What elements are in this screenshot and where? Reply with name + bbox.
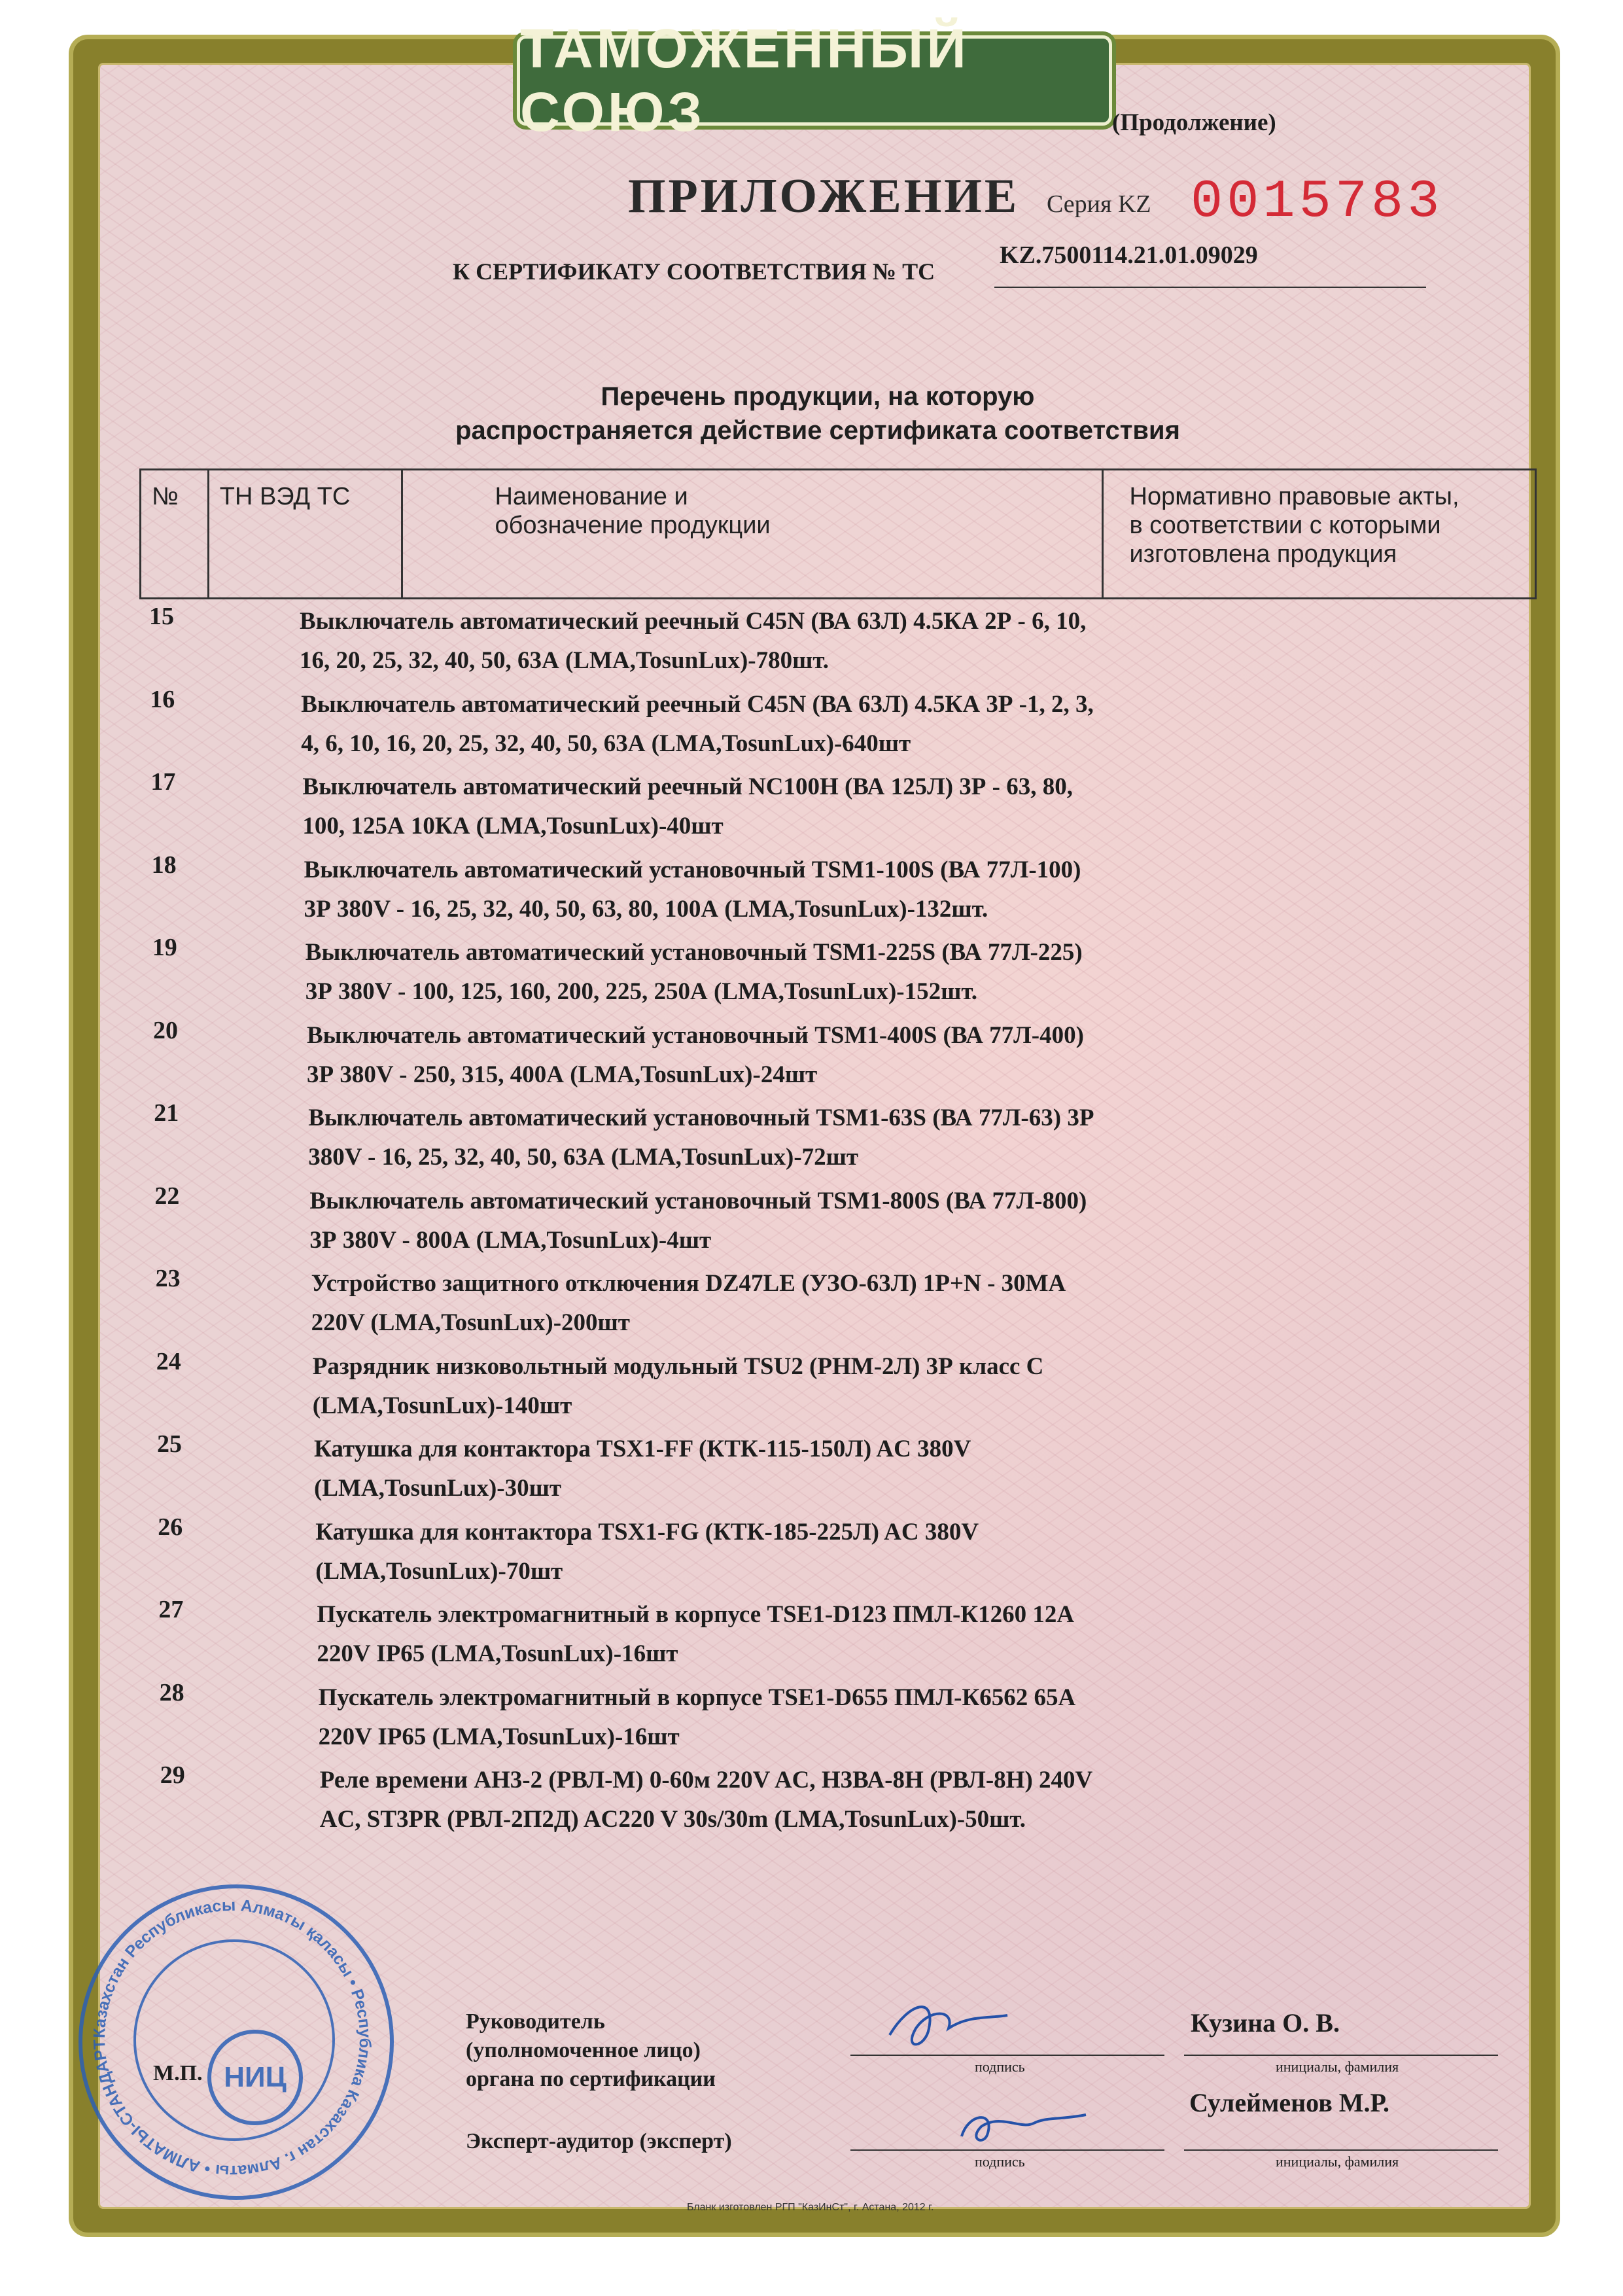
row-description xyxy=(304,851,1325,929)
customs-union-banner: ТАМОЖЕННЫЙ СОЮЗ xyxy=(517,35,1112,126)
stamp-center-text: НИЦ xyxy=(224,2061,287,2093)
list-title xyxy=(393,380,1243,448)
row-line-2: AC, ST3PR (РВЛ-2П2Д) AC220 V 30s/30m (LMA,TosunLux)-50шт. xyxy=(319,1806,1026,1833)
head-name: Кузина О. В. xyxy=(1191,2008,1340,2038)
products-table-header xyxy=(139,468,1537,599)
expert-signature-caption: подпись xyxy=(975,2153,1025,2170)
table-row xyxy=(0,685,1570,764)
head-of-certification-label: Руководитель (уполномоченное лицо) органа по сертификации xyxy=(466,2009,716,2091)
row-number: 24 xyxy=(156,1347,181,1375)
row-number: 23 xyxy=(155,1265,181,1292)
table-row xyxy=(0,1016,1570,1095)
row-line-1: Пускатель электромагнитный в корпусе TSE1-D123 ПМЛ-К1260 12А xyxy=(317,1601,1075,1628)
certificate-number: KZ.7500114.21.01.09029 xyxy=(1000,241,1258,269)
row-line-1: Разрядник низковольтный модульный TSU2 (РНМ-2Л) 3Р класс С xyxy=(312,1352,1044,1380)
table-row xyxy=(0,1264,1570,1343)
head-name-line xyxy=(1184,2055,1498,2056)
row-number: 28 xyxy=(159,1678,184,1706)
row-number: 16 xyxy=(150,685,175,713)
row-line-2: 3Р 380V - 250, 315, 400А (LMA,TosunLux)-24шт xyxy=(307,1061,818,1088)
row-line-2: 380V - 16, 25, 32, 40, 50, 63А (LMA,TosunLux)-72шт xyxy=(308,1144,859,1171)
row-line-2: (LMA,TosunLux)-30шт xyxy=(314,1475,562,1502)
row-line-1: Выключатель автоматический реечный C45N (ВА 63Л) 4.5КА 2Р - 6, 10, xyxy=(300,608,1087,635)
table-row xyxy=(0,1678,1570,1757)
row-line-1: Катушка для контактора TSX1-FG (КТК-185-225Л) AC 380V xyxy=(315,1518,979,1545)
row-number: 18 xyxy=(151,851,177,879)
expert-name-line xyxy=(1184,2149,1498,2151)
table-row xyxy=(0,933,1570,1012)
row-line-1: Выключатель автоматический установочный TSM1-400S (ВА 77Л-400) xyxy=(307,1021,1084,1049)
row-line-2: 4, 6, 10, 16, 20, 25, 32, 40, 50, 63А (LMA,TosunLux)-640шт xyxy=(301,730,911,757)
header-name: Наименование и обозначение продукции xyxy=(402,470,1102,599)
series-number: 0015783 xyxy=(1191,171,1444,232)
row-description xyxy=(313,1347,1333,1426)
row-description xyxy=(302,768,1323,846)
row-description xyxy=(300,602,1320,680)
row-number: 29 xyxy=(160,1761,185,1789)
row-line-1: Пускатель электромагнитный в корпусе TSE1-D655 ПМЛ-К6562 65А xyxy=(318,1684,1076,1711)
certificate-prefix: К СЕРТИФИКАТУ СООТВЕТСТВИЯ № ТС xyxy=(453,258,935,285)
row-description xyxy=(314,1430,1335,1508)
row-line-2: 16, 20, 25, 32, 40, 50, 63А (LMA,TosunLux)-780шт. xyxy=(300,647,829,674)
table-row xyxy=(0,1761,1570,1839)
page-title: ПРИЛОЖЕНИЕ xyxy=(628,169,1020,223)
row-line-2: (LMA,TosunLux)-140шт xyxy=(312,1392,572,1419)
header-code: ТН ВЭД ТС xyxy=(208,470,402,599)
row-line-2: 3Р 380V - 16, 25, 32, 40, 50, 63, 80, 100А (LMA,TosunLux)-132шт. xyxy=(304,895,988,923)
row-line-1: Устройство защитного отключения DZ47LE (УЗО-63Л) 1Р+N - 30МА xyxy=(311,1270,1066,1297)
row-description xyxy=(319,1678,1339,1757)
row-description xyxy=(309,1182,1330,1260)
row-number: 27 xyxy=(158,1596,184,1623)
table-row xyxy=(0,1595,1570,1674)
row-line-2: 220V IP65 (LMA,TosunLux)-16шт xyxy=(317,1640,678,1667)
row-line-1: Выключатель автоматический реечный C45N (ВА 63Л) 4.5КА 3Р -1, 2, 3, xyxy=(301,690,1094,718)
row-number: 20 xyxy=(153,1016,178,1044)
svg-text:Казахстан Республикасы Алматы: Казахстан Республикасы Алматы қаласы • Республика Казахстан г. Алматы • АЛМАТЫ-СТАНДАРТ xyxy=(90,1896,375,2181)
row-description xyxy=(307,1016,1327,1095)
expert-signature-line xyxy=(850,2149,1164,2151)
table-row xyxy=(0,1430,1570,1508)
stamp-emblem xyxy=(196,2019,314,2136)
row-number: 15 xyxy=(149,603,174,630)
row-description xyxy=(308,1099,1329,1177)
row-line-2: 220V (LMA,TosunLux)-200шт xyxy=(311,1309,630,1336)
expert-signature xyxy=(949,2100,1099,2153)
table-row xyxy=(0,851,1570,929)
row-line-2: 3Р 380V - 800А (LMA,TosunLux)-4шт xyxy=(309,1226,712,1254)
seal-place-label: М.П. xyxy=(153,2061,203,2085)
table-row xyxy=(0,768,1570,846)
row-description xyxy=(301,685,1321,764)
head-signature-line xyxy=(850,2055,1164,2056)
row-number: 19 xyxy=(152,934,177,961)
head-name-caption: инициалы, фамилия xyxy=(1276,2058,1399,2075)
row-line-1: Выключатель автоматический установочный TSM1-63S (ВА 77Л-63) 3Р xyxy=(308,1104,1094,1131)
table-row xyxy=(0,602,1570,680)
row-line-2: 3Р 380V - 100, 125, 160, 200, 225, 250А (LMA,TosunLux)-152шт. xyxy=(305,978,977,1005)
table-row xyxy=(0,1099,1570,1177)
row-number: 25 xyxy=(157,1430,182,1458)
continuation-label: (Продолжение) xyxy=(1112,109,1276,136)
row-number: 26 xyxy=(158,1513,183,1541)
row-description xyxy=(305,933,1326,1012)
table-row xyxy=(0,1513,1570,1591)
row-description xyxy=(320,1761,1340,1839)
series-label: Серия KZ xyxy=(1047,190,1151,218)
row-number: 22 xyxy=(154,1182,180,1210)
list-title-line-2: распространяется действие сертификата соответствия xyxy=(455,416,1180,445)
row-number: 21 xyxy=(154,1099,179,1127)
table-row xyxy=(0,1347,1570,1426)
head-signature-caption: подпись xyxy=(975,2058,1025,2075)
row-line-2: 220V IP65 (LMA,TosunLux)-16шт xyxy=(318,1723,680,1750)
row-line-1: Реле времени АН3-2 (РВЛ-М) 0-60м 220V AC, Н3ВА-8Н (РВЛ-8Н) 240V xyxy=(319,1767,1093,1793)
row-description xyxy=(311,1264,1332,1343)
header-norms: Нормативно правовые акты, в соответствии с которыми изготовлена продукция xyxy=(1102,470,1536,599)
row-line-1: Выключатель автоматический установочный TSM1-225S (ВА 77Л-225) xyxy=(305,939,1083,966)
expert-auditor-label: Эксперт-аудитор (эксперт) xyxy=(466,2129,732,2153)
form-footer: Бланк изготовлен РГП "КазИнСт", г. Астана, 2012 г. xyxy=(687,2202,934,2213)
row-line-1: Выключатель автоматический установочный TSM1-100S (ВА 77Л-100) xyxy=(304,856,1081,883)
row-line-1: Выключатель автоматический реечный NC100H (ВА 125Л) 3Р - 63, 80, xyxy=(302,773,1073,800)
table-row xyxy=(0,1182,1570,1260)
row-number: 17 xyxy=(150,768,176,796)
row-line-2: (LMA,TosunLux)-70шт xyxy=(315,1557,563,1585)
row-line-1: Катушка для контактора TSX1-FF (КТК-115-150Л) AC 380V xyxy=(314,1436,971,1462)
row-description xyxy=(315,1513,1336,1591)
row-line-1: Выключатель автоматический установочный TSM1-800S (ВА 77Л-800) xyxy=(309,1187,1087,1214)
head-signature xyxy=(877,1989,1034,2061)
row-description xyxy=(317,1595,1337,1674)
certificate-underline xyxy=(994,287,1426,288)
expert-name: Сулейменов М.Р. xyxy=(1189,2088,1389,2117)
header-number: № xyxy=(141,470,209,599)
row-line-2: 100, 125А 10КА (LMA,TosunLux)-40шт xyxy=(302,813,724,839)
expert-name-caption: инициалы, фамилия xyxy=(1276,2153,1399,2170)
list-title-line-1: Перечень продукции, на которую xyxy=(601,382,1035,411)
